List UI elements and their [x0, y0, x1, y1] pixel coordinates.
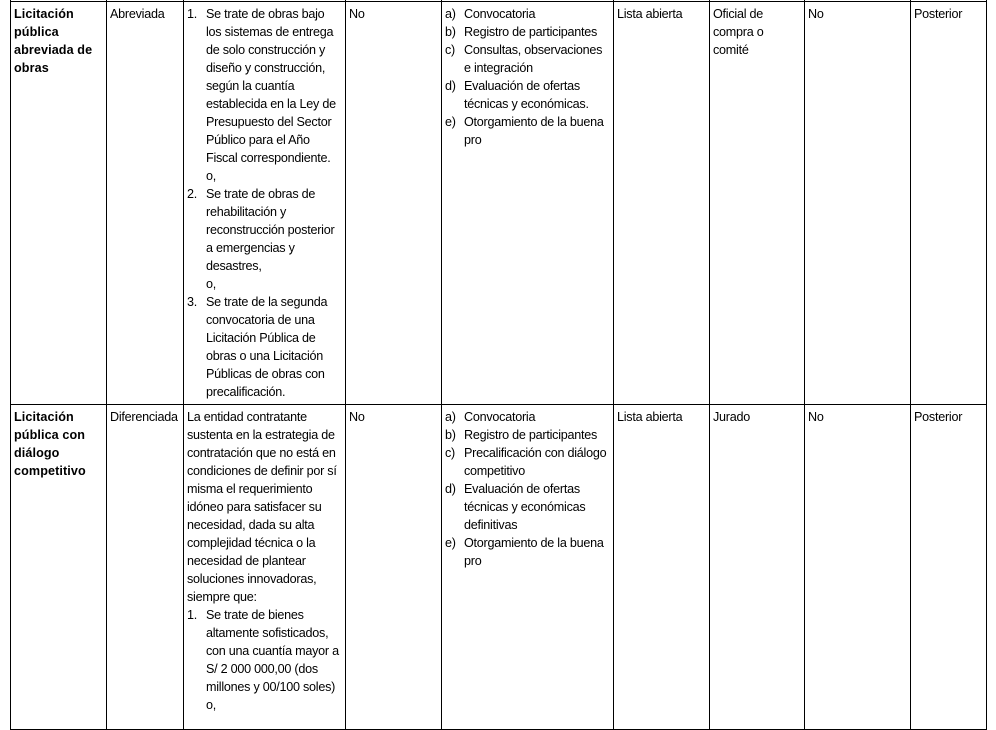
list-item: [445, 5, 610, 23]
list-marker: 1.: [187, 7, 198, 21]
stage-text: Otorgamiento de la buena pro: [464, 536, 604, 568]
list-marker: d): [445, 79, 456, 93]
timing: Posterior: [911, 405, 987, 730]
list-type: Lista abierta: [614, 2, 710, 405]
conditions-list: [187, 5, 342, 401]
procedure-name: Licitación pública con diálogo competitivo: [11, 405, 107, 730]
procedure-name: Licitación pública abreviada de obras: [11, 2, 107, 405]
list-item: [187, 293, 342, 401]
list-item: [445, 426, 610, 444]
list-item: [445, 444, 610, 480]
list-marker: 1.: [187, 608, 198, 622]
list-item-text: Se trate de obras de rehabilitación y reconstrucción posterior a emergencias y desastres,: [206, 187, 335, 273]
procedure-conditions: [184, 405, 346, 730]
list-marker: b): [445, 25, 456, 39]
col4-value: No: [346, 405, 442, 730]
list-marker: 2.: [187, 187, 198, 201]
list-marker: c): [445, 446, 455, 460]
list-item: [187, 606, 342, 714]
stages-list: [445, 5, 610, 149]
table-row: [11, 2, 987, 405]
list-item-suffix: o,: [206, 698, 217, 712]
list-item: [445, 77, 610, 113]
conditions-list: [187, 606, 342, 714]
stage-text: Convocatoria: [464, 410, 536, 424]
stage-text: Registro de participantes: [464, 25, 598, 39]
evaluator: Jurado: [710, 405, 805, 730]
list-type: Lista abierta: [614, 405, 710, 730]
procedure-type: Diferenciada: [107, 405, 184, 730]
stages-list: [445, 408, 610, 570]
col4-value: No: [346, 2, 442, 405]
procedure-stages: [442, 405, 614, 730]
list-item: [445, 480, 610, 534]
list-item: [445, 23, 610, 41]
list-marker: e): [445, 536, 456, 550]
list-item: [445, 41, 610, 77]
list-item-text: Se trate de la segunda convocatoria de una Licitación Pública de obras o una Licitación Públicas de obras con precalificación.: [206, 295, 328, 399]
stage-text: Registro de participantes: [464, 428, 598, 442]
list-item: [187, 185, 342, 293]
stage-text: Evaluación de ofertas técnicas y económicas.: [464, 79, 589, 111]
list-marker: e): [445, 115, 456, 129]
table-row: [11, 405, 987, 730]
list-marker: d): [445, 482, 456, 496]
procedure-stages: [442, 2, 614, 405]
list-item: [187, 5, 342, 185]
procedure-conditions: [184, 2, 346, 405]
list-marker: c): [445, 43, 455, 57]
list-marker: a): [445, 7, 456, 21]
list-item: [445, 113, 610, 149]
stage-text: Consultas, observaciones e integración: [464, 43, 603, 75]
evaluator: Oficial de compra o comité: [710, 2, 805, 405]
list-marker: b): [445, 428, 456, 442]
stage-text: Precalificación con diálogo competitivo: [464, 446, 607, 478]
stage-text: Convocatoria: [464, 7, 536, 21]
stage-text: Evaluación de ofertas técnicas y económicas definitivas: [464, 482, 586, 532]
list-item-suffix: o,: [206, 277, 217, 291]
list-marker: 3.: [187, 295, 198, 309]
list-marker: a): [445, 410, 456, 424]
col8-value: No: [805, 405, 911, 730]
list-item-text: Se trate de obras bajo los sistemas de entrega de solo construcción y diseño y construcción, según la cuantía establecida en la Ley de Presupuesto del Sector Público para el Año Fiscal correspondiente.: [206, 7, 336, 165]
procurement-table: [10, 0, 987, 730]
timing: Posterior: [911, 2, 987, 405]
list-item-suffix: o,: [206, 169, 217, 183]
stage-text: Otorgamiento de la buena pro: [464, 115, 604, 147]
procedure-type: Abreviada: [107, 2, 184, 405]
col8-value: No: [805, 2, 911, 405]
list-item: [445, 408, 610, 426]
list-item: [445, 534, 610, 570]
list-item-text: Se trate de bienes altamente sofisticados, con una cuantía mayor a S/ 2 000 000,00 (dos millones y 00/100 soles): [206, 608, 339, 694]
conditions-intro: La entidad contratante sustenta en la estrategia de contratación que no está en condiciones de definir por sí misma el requerimiento idóneo para satisfacer su necesidad, dada su alta complejidad técnica o la necesidad de plantear soluciones innovadoras, siempre que:: [187, 410, 337, 604]
